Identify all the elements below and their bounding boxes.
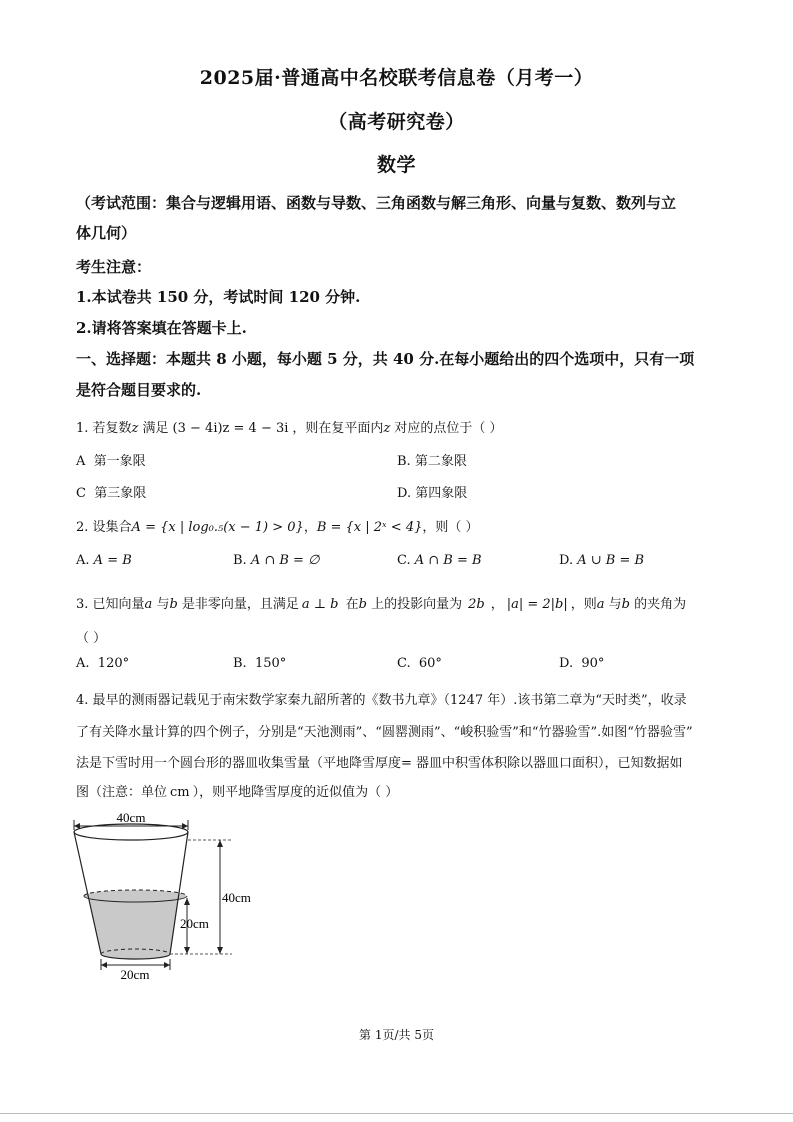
q1-equation: (3 − 4i)z = 4 − 3i: [172, 421, 289, 436]
snow-container-figure: [60, 808, 280, 988]
question-3-stem: 3. 已知向量a 与b 是非零向量，且满足 a ⊥ b 在b 上的投影向量为 2b ， |a| = 2|b| ，则a 与b 的夹角为: [76, 597, 687, 612]
scope-line-2: 体几何）: [76, 224, 137, 242]
q1-mid: 满足: [138, 421, 169, 436]
q1-suffix-2: 对应的点位于（ ）: [390, 421, 503, 436]
q3-answer-paren: （ ）: [76, 631, 107, 646]
question-1-stem: [76, 417, 503, 436]
q3-option-d: D. 90°: [559, 656, 605, 671]
page-footer: 第 1页/共 5页: [359, 1028, 434, 1042]
q3-option-b: B. 150°: [233, 656, 287, 671]
question-4-line-3: 法是下雪时用一个圆台形的器皿收集雪量（平地降雪厚度= 器皿中积雪体积除以器皿口面积），已知数据如: [76, 756, 683, 771]
page-subtitle: （高考研究卷）: [328, 111, 465, 133]
q1-option-a: A 第一象限: [76, 454, 146, 469]
q2-option-b: B. A ∩ B = ∅: [233, 553, 320, 568]
q2-option-d: D. A ∪ B = B: [559, 553, 645, 568]
notice-item-2: 2.请将答案填在答题卡上.: [76, 319, 247, 337]
subject-title: 数学: [376, 154, 416, 176]
q2-set-a: A = {x | log₀.₅(x − 1) > 0}: [131, 520, 304, 535]
scope-line-1: （考试范围：集合与逻辑用语、函数与导数、三角函数与解三角形、向量与复数、数列与立: [76, 194, 677, 212]
notice-item-1: 1.本试卷共 150 分，考试时间 120 分钟.: [76, 288, 361, 306]
q1-option-d: D. 第四象限: [397, 486, 468, 501]
q3-option-c: C. 60°: [397, 656, 442, 671]
q2-option-c: C. A ∩ B = B: [397, 553, 482, 568]
page-bottom-rule: [0, 1113, 793, 1114]
q2-set-b: B = {x | 2ˣ < 4}: [316, 520, 423, 535]
q3-option-a: A. 120°: [76, 656, 130, 671]
q1-var-z: z: [131, 421, 139, 436]
section-heading-line-1: 一、选择题：本题共 8 小题，每小题 5 分，共 40 分.在每小题给出的四个选项中，只有一项: [76, 350, 695, 368]
q1-option-c: C 第三象限: [76, 486, 147, 501]
height-label: 40cm: [222, 890, 251, 905]
q1-suffix: ，则在复平面内: [292, 421, 384, 436]
question-4-line-4: 图（注意：单位 cm ），则平地降雪厚度的近似值为（ ）: [76, 785, 399, 800]
q1-prefix: 1. 若复数: [76, 421, 132, 436]
top-diameter-label: 40cm: [116, 810, 146, 825]
question-4-line-1: 4. 最早的测雨器记载见于南宋数学家秦九韶所著的《数书九章》（1247 年）.该书第二章为“天时类”，收录: [76, 693, 687, 708]
question-4-line-2: 了有关降水量计算的四个例子，分别是“天池测雨”、“圆罂测雨”、“峻积验雪”和“竹器验雪”.如图“竹器验雪”: [76, 725, 693, 740]
page-title: 2025届·普通高中名校联考信息卷（月考一）: [199, 67, 594, 89]
q1-option-b: B. 第二象限: [397, 454, 467, 469]
question-2-stem: 2. 设集合A = {x | log₀.₅(x − 1) > 0}，B = {x | 2ˣ < 4}，则（ ）: [76, 520, 479, 535]
section-heading-line-2: 是符合题目要求的.: [76, 381, 202, 399]
notice-heading: 考生注意：: [76, 258, 152, 276]
bottom-diameter-label: 20cm: [120, 967, 150, 982]
q1-var-z2: z: [383, 421, 391, 436]
q2-option-a: A. A = B: [76, 553, 132, 568]
snow-depth-label: 20cm: [180, 916, 209, 931]
